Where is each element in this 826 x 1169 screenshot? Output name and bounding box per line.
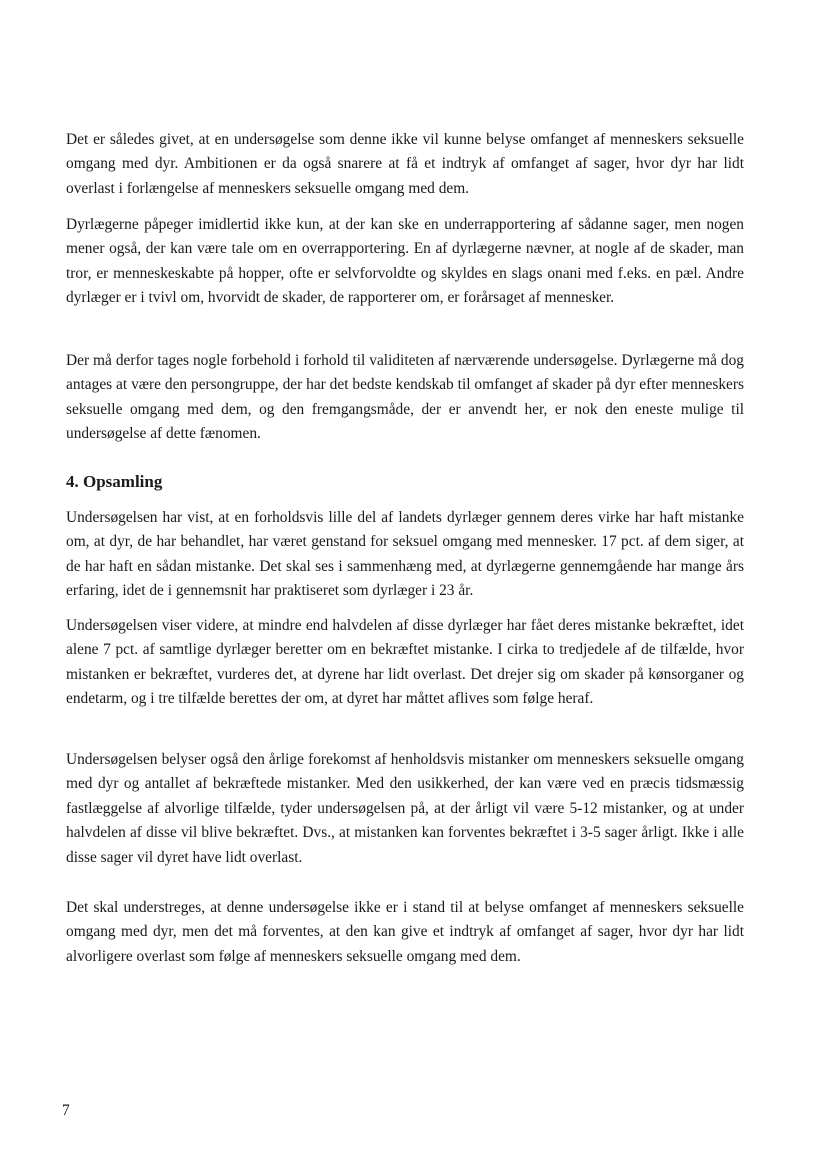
paragraph-validity-reservations: Der må derfor tages nogle forbehold i forhold til validiteten af nærværende undersøgelse. Dyrlægerne må dog antages at være den persongruppe, der har det bedste kendskab til omfanget af skader på dyr efter menneskers seksuelle omgang med dem, og den fremgangsmåde, der er anvendt her, er nok den eneste mulige til undersøgelse af dette fænomen. [66,352,744,443]
section-heading: 4. Opsamling [66,472,163,491]
paragraph-summary-suspicion: Undersøgelsen har vist, at en forholdsvis lille del af landets dyrlæger gennem deres virke har haft mistanke om, at dyr, de har behandlet, har været genstand for seksuel omgang med mennesker. 17 pct. af dem siger, at de har haft en sådan mistanke. Det skal ses i sammenhæng med, at dyrlægerne gennemgående har mange års erfaring, idet de i gennemsnit har praktiseret som dyrlæger i 23 år. [66,509,744,600]
paragraph-reporting-concerns: Dyrlægerne påpeger imidlertid ikke kun, at der kan ske en underrapportering af sådanne sager, men nogen mener også, der kan være tale om en overrapportering. En af dyrlægerne nævner, at nogle af de skader, man tror, er menneskeskabte på hopper, ofte er selvforvoldte og skyldes en slags onani med f.eks. en pæl. Andre dyrlæger er i tvivl om, hvorvidt de skader, de rapporterer om, er forårsaget af mennesker. [66,216,744,307]
page-number: 7 [62,1102,70,1119]
paragraph-summary-annual: Undersøgelsen belyser også den årlige forekomst af henholdsvis mistanker om menneskers seksuelle omgang med dyr og antallet af bekræftede mistanker. Med den usikkerhed, der kan være ved en præcis tidsmæssig fastlæggelse af alvorlige tilfælde, tyder undersøgelsen på, at der årligt vil være 5-12 mistanker, og at under halvdelen af disse vil blive bekræftet. Dvs., at mistanken kan forventes bekræftet i 3-5 sager årligt. Ikke i alle disse sager vil dyret have lidt overlast. [66,751,744,866]
paragraph-summary-confirmed: Undersøgelsen viser videre, at mindre end halvdelen af disse dyrlæger har fået deres mistanke bekræftet, idet alene 7 pct. af samtlige dyrlæger beretter om en bekræftet mistanke. I cirka to tredjedele af de tilfælde, hvor mistanken er bekræftet, vurderes det, at dyrene har lidt overlast. Det drejer sig om skader på kønsorganer og endetarm, og i tre tilfælde berettes der om, at dyret har måttet aflives som følge heraf. [66,617,744,708]
paragraph-scope-limitation: Det er således givet, at en undersøgelse som denne ikke vil kunne belyse omfanget af menneskers seksuelle omgang med dyr. Ambitionen er da også snarere at få et indtryk af omfanget af sager, hvor dyr har lidt overlast i forlængelse af menneskers seksuelle omgang med dem. [66,131,744,197]
paragraph-summary-emphasis: Det skal understreges, at denne undersøgelse ikke er i stand til at belyse omfanget af menneskers seksuelle omgang med dyr, men det må forventes, at den kan give et indtryk af omfanget af sager, hvor dyr har lidt alvorligere overlast som følge af menneskers seksuelle omgang med dem. [66,899,744,965]
